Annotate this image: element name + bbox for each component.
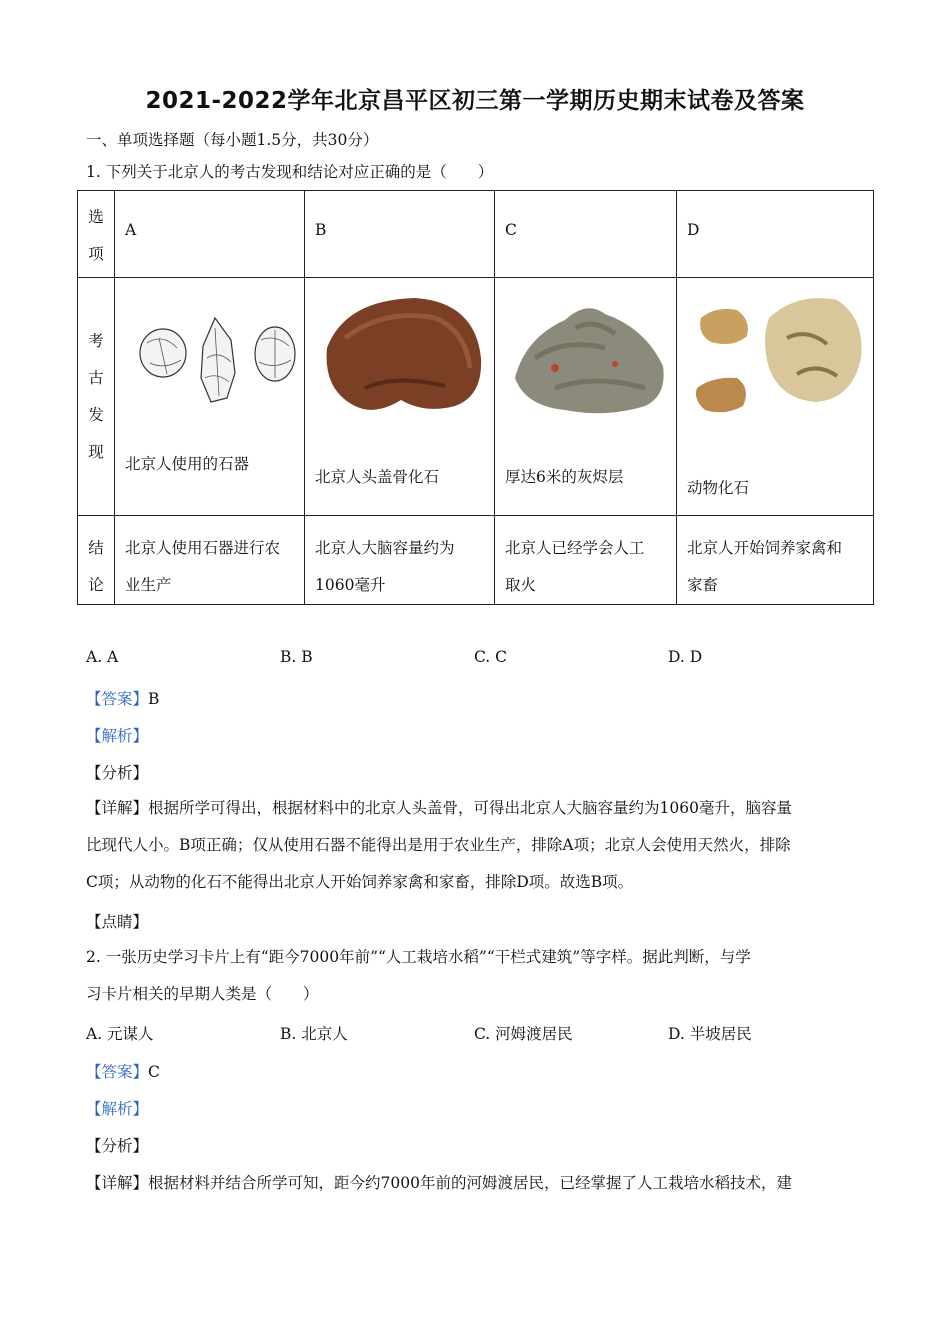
question-2-detail: 【详解】根据材料并结合所学可知，距今约7000年前的河姆渡居民，已经掌握了人工栽培水稻技术，建 [86,1174,792,1192]
question-1-fenxi: 【分析】 [86,764,149,782]
question-2-answer: 【答案】C [86,1063,160,1081]
finding-a [115,278,305,516]
q2-choice-b: B. 北京人 [280,1025,348,1043]
conclusion-d: 北京人开始饲养家禽和 家畜 [677,516,874,605]
q2-choice-d: D. 半坡居民 [668,1025,752,1043]
q2-choice-c: C. 河姆渡居民 [474,1025,573,1043]
finding-a-caption: 北京人使用的石器 [125,455,250,473]
row-label-conclusion: 结 论 [78,516,115,605]
question-1-table [77,190,874,605]
finding-b [305,278,495,516]
choice-b: B. B [280,648,313,666]
finding-b-caption: 北京人头盖骨化石 [315,468,440,486]
question-1-detail: 【详解】根据所学可得出，根据材料中的北京人头盖骨，可得出北京人大脑容量约为1060毫升，脑容量 比现代人小。B项正确；仅从使用石器不能得出是用于农业生产，排除A项；北京人会使用天然火，排除 C项；从动物的化石不能得出北京人开始饲养家禽和家畜，排除D项。故选B项。 [86,799,792,891]
page-title: 2021-2022学年北京昌平区初三第一学期历史期末试卷及答案 [145,88,805,114]
question-1-dianjing: 【点睛】 [86,913,149,931]
q2-choice-a: A. 元谋人 [86,1025,154,1043]
conclusion-c: 北京人已经学会人工 取火 [495,516,677,605]
choice-d: D. D [668,648,703,666]
option-a: A [115,191,305,278]
finding-c-caption: 厚达6米的灰烬层 [505,468,624,486]
question-1-analysis-tag: 【解析】 [86,727,149,745]
question-2-fenxi: 【分析】 [86,1137,149,1155]
stone-tools-image [115,278,305,515]
finding-d-caption: 动物化石 [687,479,750,497]
row-label-finding: 考 古 发 现 [78,278,115,516]
choice-a: A. A [86,648,119,666]
option-c: C [495,191,677,278]
choice-c: C. C [474,648,508,666]
finding-c [495,278,677,516]
question-1-stem: 1. 下列关于北京人的考古发现和结论对应正确的是（ ） [86,163,494,181]
question-2-analysis-tag: 【解析】 [86,1100,149,1118]
finding-d [677,278,874,516]
question-1-answer: 【答案】B [86,690,160,708]
row-label-option: 选 项 [78,191,115,278]
conclusion-a: 北京人使用石器进行农 业生产 [115,516,305,605]
option-b: B [305,191,495,278]
option-d: D [677,191,874,278]
conclusion-b: 北京人大脑容量约为 1060毫升 [305,516,495,605]
section-heading: 一、单项选择题（每小题1.5分，共30分） [86,131,379,149]
question-2-stem: 2. 一张历史学习卡片上有“距今7000年前”“人工栽培水稻”“干栏式建筑”等字样。据此判断，与学 习卡片相关的早期人类是（ ） [86,948,751,1003]
